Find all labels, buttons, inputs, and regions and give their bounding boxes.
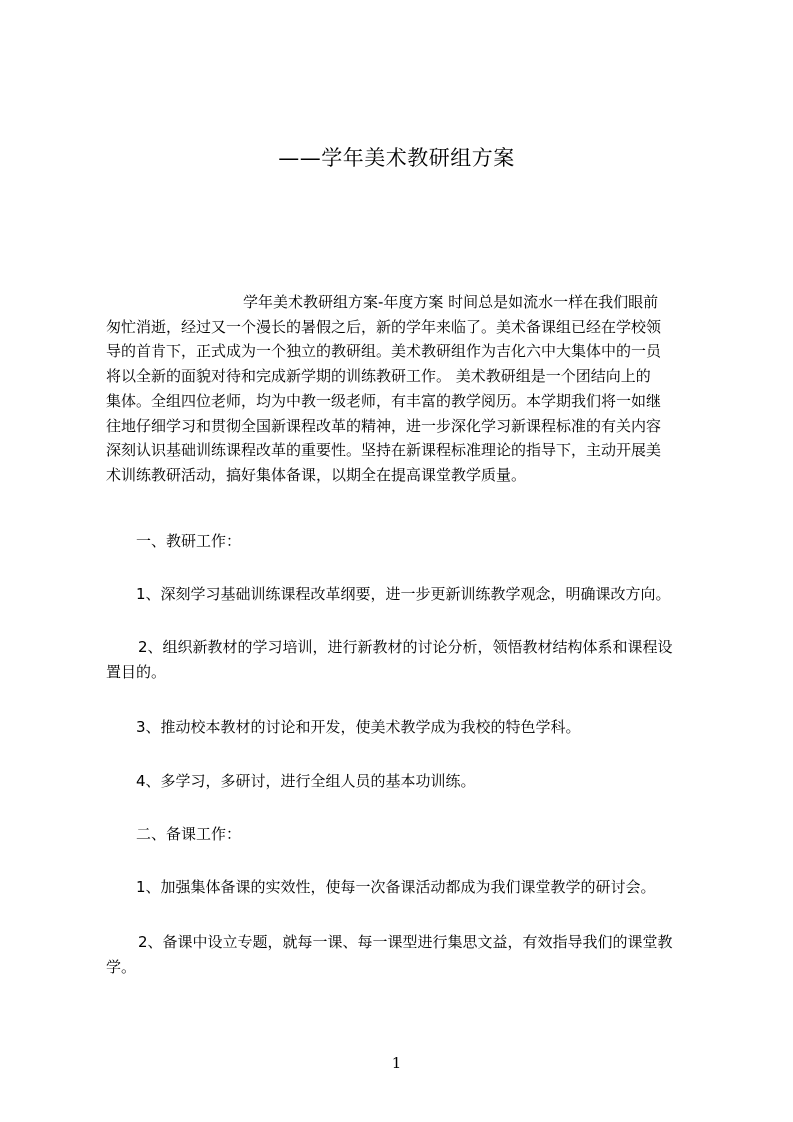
list-item-line: 1、加强集体备课的实效性，使每一次备课活动都成为我们课堂教学的研讨会。 — [136, 878, 656, 896]
list-item-line: 4、多学习，多研讨，进行全组人员的基本功训练。 — [136, 772, 476, 790]
intro-line: 集体。全组四位老师，均为中教一级老师，有丰富的教学阅历。本学期我们将一如继 — [106, 391, 662, 410]
research-item-1 — [106, 582, 741, 607]
list-item-line: 2、备课中设立专题，就每一课、每一课型进行集思文益，有效指导我们的课堂教 — [138, 933, 673, 951]
list-item-line: 置目的。 — [106, 663, 167, 681]
section-heading-text: 一、教研工作： — [136, 532, 242, 550]
research-item-4 — [106, 769, 741, 794]
lesson-prep-item-1 — [106, 875, 741, 900]
list-item-line: 学。 — [106, 958, 137, 976]
intro-line: 导的首肯下，正式成为一个独立的教研组。美术教研组作为吉化六中大集体中的一员 — [106, 342, 662, 361]
intro-line: 深刻认识基础训练课程改革的重要性。坚持在新课程标准理论的指导下，主动开展美 — [106, 441, 662, 460]
section-heading-text: 二、备课工作： — [136, 825, 242, 843]
intro-line: 将以全新的面貌对待和完成新学期的训练教研工作。 美术教研组是一个团结向上的 — [106, 367, 651, 386]
research-item-2 — [106, 635, 743, 660]
document-title: ——学年美术教研组方案 — [278, 146, 515, 170]
intro-line: 往地仔细学习和贯彻全国新课程改革的精神，进一步深化学习新课程标准的有关内容 — [106, 416, 662, 435]
intro-paragraph — [106, 290, 711, 488]
intro-line: 学年美术教研组方案-年度方案 时间总是如流水一样在我们眼前 — [243, 293, 659, 311]
section-heading-lesson-prep — [106, 822, 741, 847]
page-number: 1 — [391, 1054, 402, 1072]
section-heading-research — [106, 529, 741, 554]
lesson-prep-item-2 — [106, 930, 743, 955]
list-item-line: 2、组织新教材的学习培训，进行新教材的讨论分析，领悟教材结构体系和课程设 — [138, 638, 673, 656]
intro-line: 术训练教研活动，搞好集体备课，以期全在提高课堂教学质量。 — [106, 465, 527, 484]
research-item-3 — [106, 715, 741, 740]
research-item-2-cont — [106, 660, 711, 685]
lesson-prep-item-2-cont — [106, 955, 711, 980]
list-item-line: 3、推动校本教材的讨论和开发，使美术教学成为我校的特色学科。 — [136, 718, 581, 736]
intro-line: 匆忙消逝，经过又一个漫长的暑假之后，新的学年来临了。美术备课组已经在学校领 — [106, 317, 662, 336]
list-item-line: 1、深刻学习基础训练课程改革纲要，进一步更新训练教学观念，明确课改方向。 — [136, 585, 671, 603]
